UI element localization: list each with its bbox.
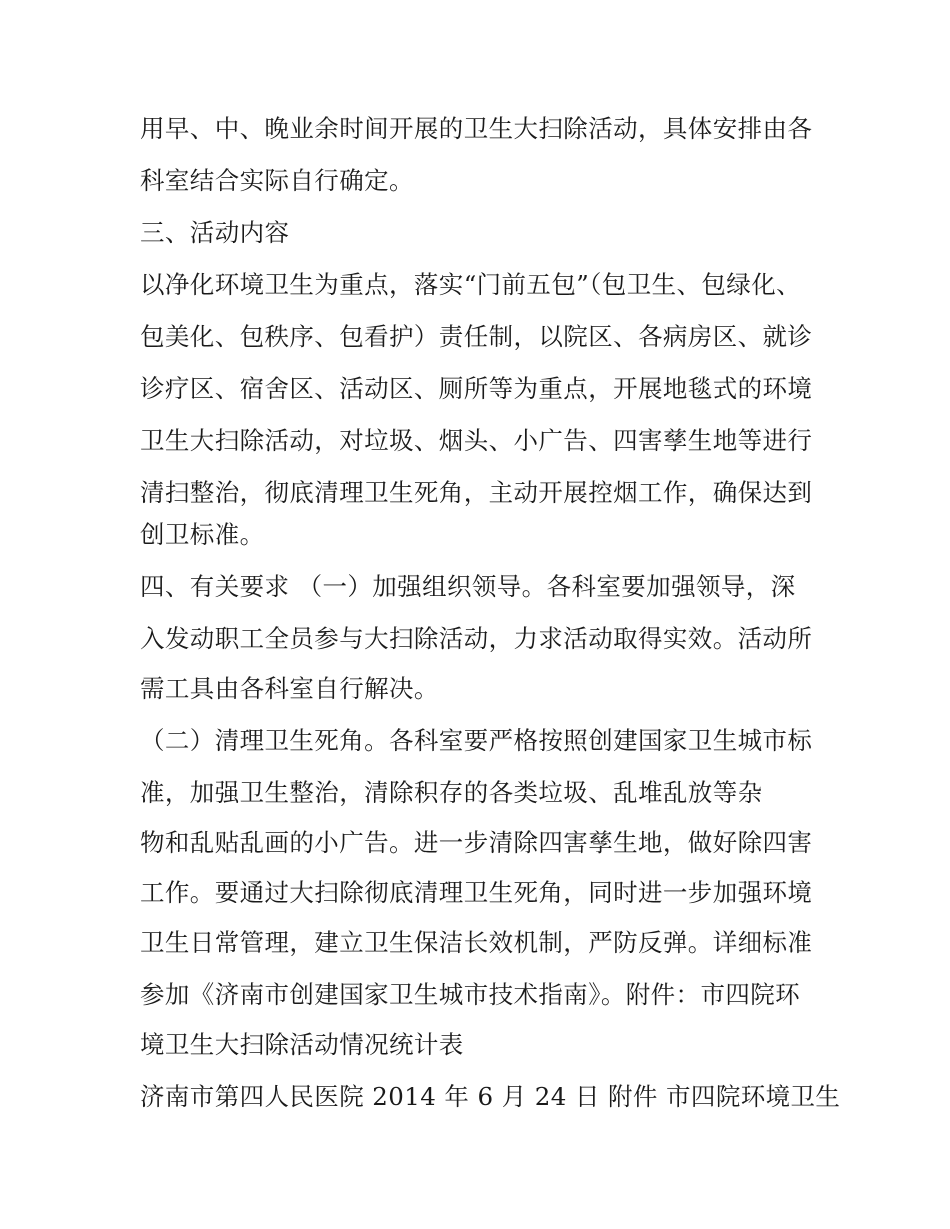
text-line: 以净化环境卫生为重点，落实“门前五包”（包卫生、包绿化、: [140, 270, 801, 299]
text-line: 卫生日常管理，建立卫生保洁长效机制，严防反弹。详细标准: [140, 928, 813, 957]
text-line: 清扫整治，彻底清理卫生死角，主动开展控烟工作，确保达到: [140, 478, 813, 507]
text-line: 入发动职工全员参与大扫除活动，力求活动取得实效。活动所: [140, 624, 813, 653]
text-line: 创卫标准。: [140, 520, 265, 549]
text-line: 科室结合实际自行确定。: [140, 166, 414, 195]
text-line: 参加《济南市创建国家卫生城市技术指南》。附件：市四院环: [140, 980, 801, 1009]
text-line: 物和乱贴乱画的小广告。进一步清除四害孳生地，做好除四害: [140, 828, 813, 857]
text-line: 诊疗区、宿舍区、活动区、厕所等为重点，开展地毯式的环境: [140, 374, 813, 403]
text-line: （二）清理卫生死角。各科室要严格按照创建国家卫生城市标: [140, 726, 813, 755]
text-line: 包美化、包秩序、包看护）责任制，以院区、各病房区、就诊: [140, 322, 813, 351]
text-line: 境卫生大扫除活动情况统计表: [140, 1030, 464, 1059]
text-line: 准，加强卫生整治，清除积存的各类垃圾、乱堆乱放等杂: [140, 778, 763, 807]
text-line: 需工具由各科室自行解决。: [140, 674, 439, 703]
text-line: 卫生大扫除活动，对垃圾、烟头、小广告、四害孳生地等进行: [140, 426, 813, 455]
text-line: 工作。要通过大扫除彻底清理卫生死角，同时进一步加强环境: [140, 878, 813, 907]
section-heading: 四、有关要求 （一）加强组织领导。各科室要加强领导，深: [140, 572, 796, 601]
text-line: 用早、中、晚业余时间开展的卫生大扫除活动，具体安排由各: [140, 114, 813, 143]
section-heading: 三、活动内容: [140, 218, 290, 247]
signature-line: 济南市第四人民医院 2014 年 6 月 24 日 附件 市四院环境卫生: [140, 1082, 841, 1111]
